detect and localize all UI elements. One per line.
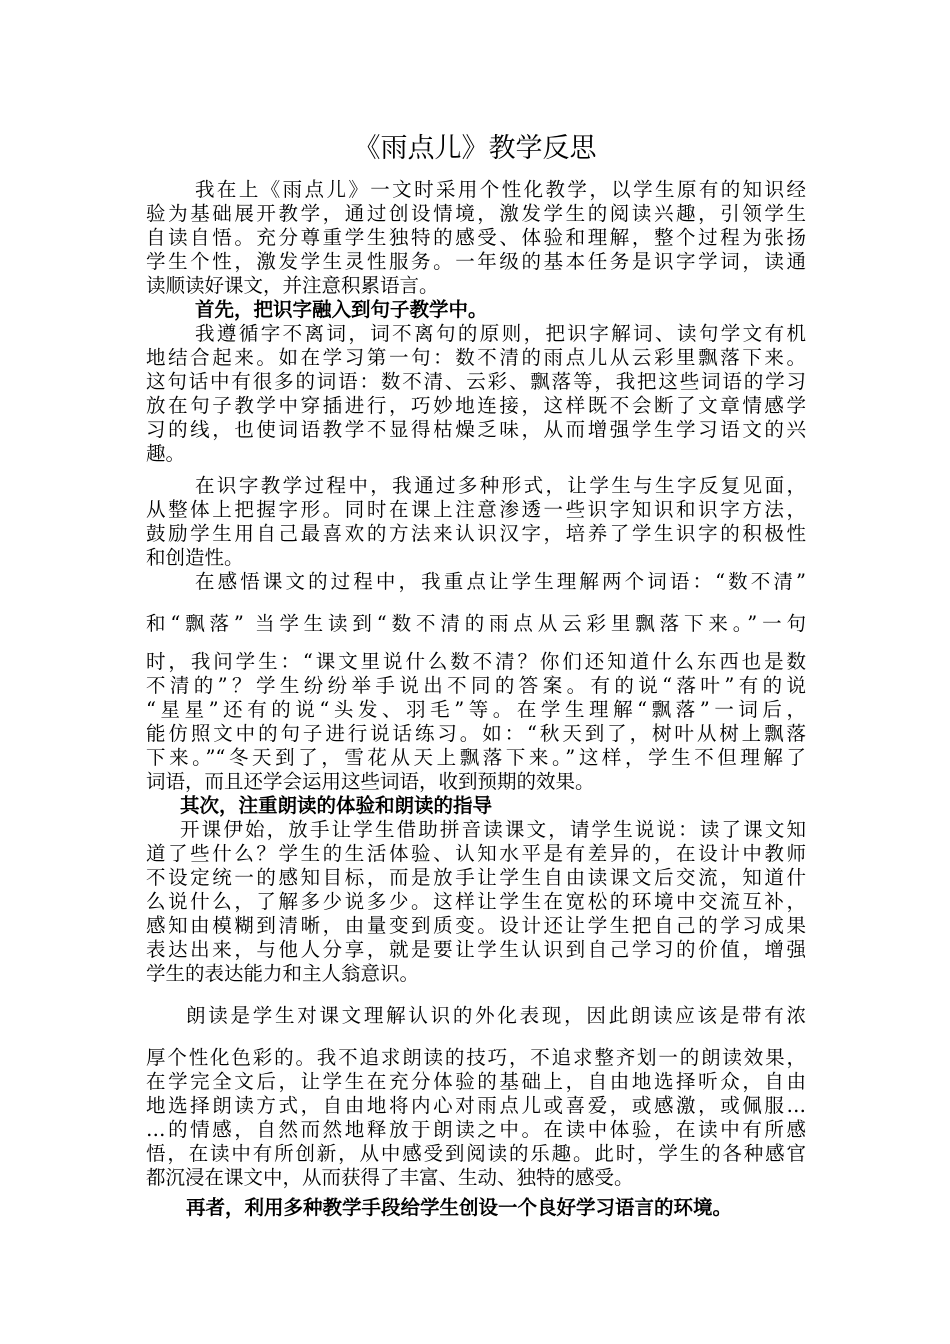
text-line: 道了些什么？学生的生活体验、认知水平是有差异的，在设计中教师 <box>146 842 806 865</box>
text-line: 放在句子教学中穿插进行，巧妙地连接，这样既不会断了文章情感学 <box>146 394 806 417</box>
text-line: 读顺读好课文，并注意积累语言。 <box>146 274 439 297</box>
text-line: 感知由模糊到清晰，由量变到质变。设计还让学生把自己的学习成果 <box>146 914 806 937</box>
text-line: 和创造性。 <box>146 546 244 569</box>
text-line: 从整体上把握字形。同时在课上注意渗透一些识字知识和识字方法， <box>146 498 806 521</box>
section-heading: 其次，注重朗读的体验和朗读的指导 <box>180 794 493 817</box>
text-line: 地选择朗读方式，自由地将内心对雨点儿或喜爱，或感激，或佩服… <box>146 1094 806 1117</box>
text-line: 都沉浸在课文中，从而获得了丰富、生动、独特的感受。 <box>146 1166 634 1189</box>
text-line: 不清的”？学生纷纷举手说出不同的答案。有的说“落叶”有的说 <box>146 674 806 697</box>
text-line: 自读自悟。充分尊重学生独特的感受、体验和理解，整个过程为张扬 <box>146 226 806 249</box>
text-line: 时，我问学生：“课文里说什么数不清？你们还知道什么东西也是数 <box>146 650 806 673</box>
text-line: “星星”还有的说“头发、羽毛”等。在学生理解“飘落”一词后， <box>146 698 806 721</box>
text-line: 在识字教学过程中，我通过多种形式，让学生与生字反复见面， <box>195 474 806 497</box>
text-line: 这句话中有很多的词语：数不清、云彩、飘落等，我把这些词语的学习 <box>146 370 806 393</box>
section-heading: 首先，把识字融入到句子教学中。 <box>195 298 488 321</box>
text-line: 验为基础展开教学，通过创设情境，激发学生的阅读兴趣，引领学生 <box>146 202 806 225</box>
text-line: 鼓励学生用自己最喜欢的方法来认识汉字，培养了学生识字的积极性 <box>146 522 806 545</box>
text-line: 在感悟课文的过程中，我重点让学生理解两个词语：“数不清” <box>195 570 806 593</box>
text-line: 下来。”“冬天到了，雪花从天上飘落下来。”这样，学生不但理解了 <box>146 746 806 769</box>
text-line: 悟，在读中有所创新，从中感受到阅读的乐趣。此时，学生的各种感官 <box>146 1142 806 1165</box>
text-line: …的情感，自然而然地释放于朗读之中。在读中体验，在读中有所感 <box>146 1118 806 1141</box>
text-line: 在学完全文后，让学生在充分体验的基础上，自由地选择听众，自由 <box>146 1070 806 1093</box>
document-title: 《雨点儿》教学反思 <box>353 133 597 164</box>
text-line: 和“飘落” 当学生读到“数不清的雨点从云彩里飘落下来。”一句 <box>146 612 806 635</box>
text-line: 能仿照文中的句子进行说话练习。如：“秋天到了，树叶从树上飘落 <box>146 722 806 745</box>
text-line: 朗读是学生对课文理解认识的外化表现，因此朗读应该是带有浓 <box>186 1004 806 1027</box>
text-line: 我在上《雨点儿》一文时采用个性化教学，以学生原有的知识经 <box>195 178 806 201</box>
text-line: 趣。 <box>146 442 186 465</box>
text-line: 学生的表达能力和主人翁意识。 <box>146 962 420 985</box>
text-line: 我遵循字不离词，词不离句的原则，把识字解词、读句学文有机 <box>195 322 806 345</box>
section-heading: 再者，利用多种教学手段给学生创设一个良好学习语言的环境。 <box>186 1196 733 1219</box>
text-line: 不设定统一的感知目标，而是放手让学生自由读课文后交流，知道什 <box>146 866 806 889</box>
text-line: 学生个性，激发学生灵性服务。一年级的基本任务是识字学词，读通 <box>146 250 806 273</box>
text-line: 开课伊始，放手让学生借助拼音读课文，请学生说说：读了课文知 <box>180 818 806 841</box>
text-line: 词语，而且还学会运用这些词语，收到预期的效果。 <box>146 770 595 793</box>
text-line: 习的线，也使词语教学不显得枯燥乏味，从而增强学生学习语文的兴 <box>146 418 806 441</box>
text-line: 厚个性化色彩的。我不追求朗读的技巧，不追求整齐划一的朗读效果， <box>146 1046 806 1069</box>
text-line: 么说什么，了解多少说多少。这样让学生在宽松的环境中交流互补， <box>146 890 806 913</box>
text-line: 地结合起来。如在学习第一句：数不清的雨点儿从云彩里飘落下来。 <box>146 346 806 369</box>
text-line: 表达出来，与他人分享，就是要让学生认识到自己学习的价值，增强 <box>146 938 806 961</box>
